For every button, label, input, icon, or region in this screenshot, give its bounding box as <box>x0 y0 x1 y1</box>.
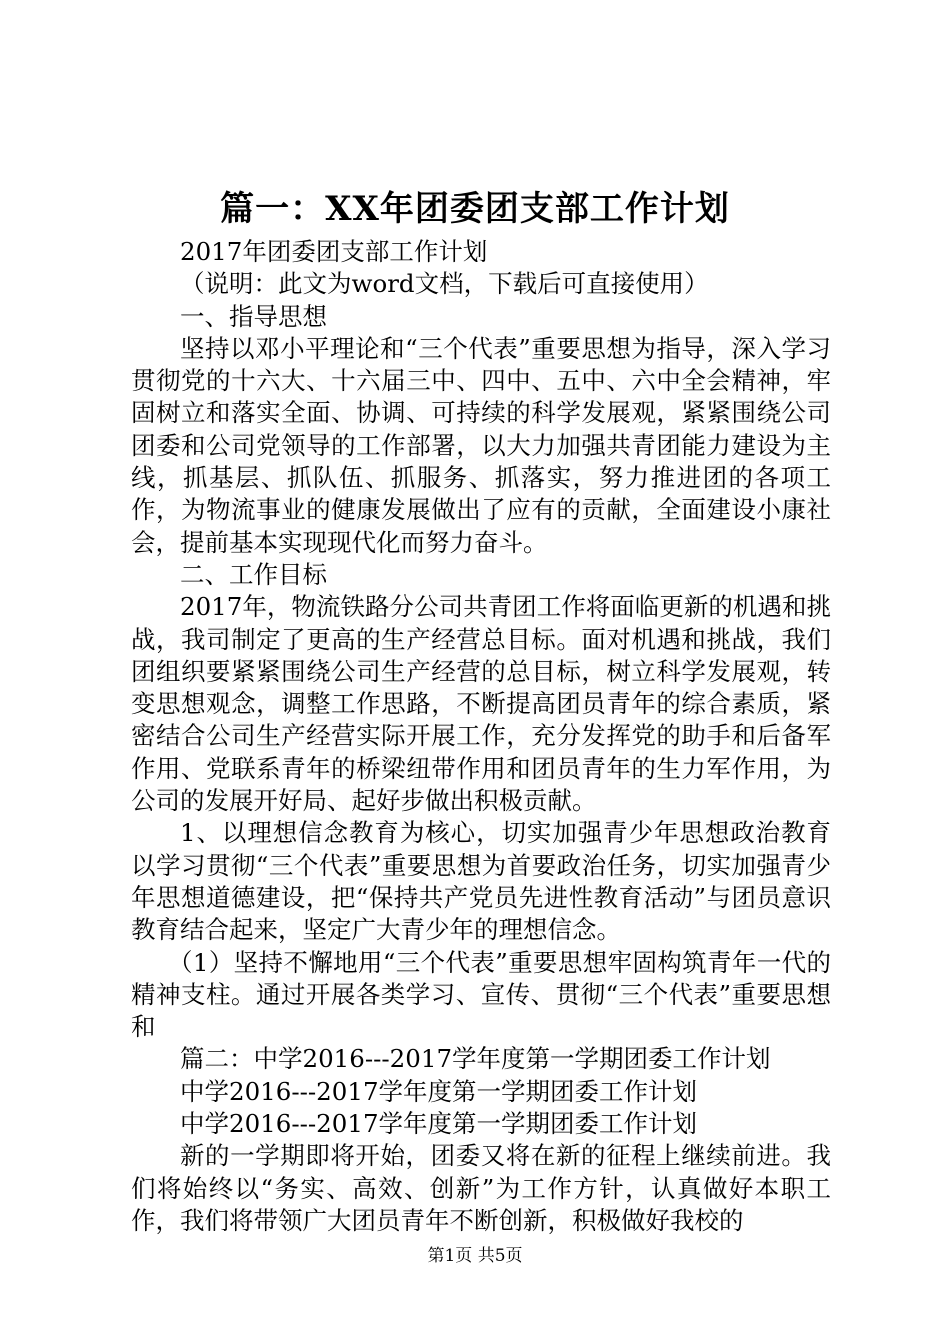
paragraph-item-1: 1、以理想信念教育为核心，切实加强青少年思想政治教育以学习贯彻“三个代表”重要思想为首要政治任务，切实加强青少年思想道德建设，把“保持共产党员先进性教育活动”与团员意识教育结合起来，坚定广大青少年的理想信念。 <box>131 818 831 945</box>
paragraph-part-two-intro: 新的一学期即将开始，团委又将在新的征程上继续前进。我们将始终以“务实、高效、创新”为工作方针，认真做好本职工作，我们将带领广大团员青年不断创新，积极做好我校的 <box>131 1141 831 1235</box>
section-heading-work-goals: 二、工作目标 <box>180 559 327 589</box>
paragraph-part-two-title-2: 中学2016---2017学年度第一学期团委工作计划 <box>180 1109 698 1139</box>
document-title: 篇一：XX年团委团支部工作计划 <box>220 189 730 229</box>
section-heading-guiding-ideology: 一、指导思想 <box>180 301 327 331</box>
page-number-footer: 第1页 共5页 <box>427 1246 523 1266</box>
paragraph-item-1-1: （1）坚持不懈地用“三个代表”重要思想牢固构筑青年一代的精神支柱。通过开展各类学习、宣传、贯彻“三个代表”重要思想和 <box>131 947 831 1042</box>
document-body <box>131 236 831 1237</box>
paragraph-subtitle: 2017年团委团支部工作计划 <box>180 237 488 266</box>
paragraph-part-two-title-1: 中学2016---2017学年度第一学期团委工作计划 <box>180 1076 698 1106</box>
section-heading-part-two: 篇二：中学2016---2017学年度第一学期团委工作计划 <box>180 1044 771 1074</box>
paragraph-note: （说明：此文为word文档，下载后可直接使用） <box>180 269 709 299</box>
paragraph-guiding-ideology: 坚持以邓小平理论和“三个代表”重要思想为指导，深入学习贯彻党的十六大、十六届三中、四中、五中、六中全会精神，牢固树立和落实全面、协调、可持续的科学发展观，紧紧围绕公司团委和公司党领导的工作部署，以大力加强共青团能力建设为主线，抓基层、抓队伍、抓服务、抓落实，努力推进团的各项工作，为物流事业的健康发展做出了应有的贡献，全面建设小康社会，提前基本实现现代化而努力奋斗。 <box>131 333 831 557</box>
paragraph-work-goals: 2017年，物流铁路分公司共青团工作将面临更新的机遇和挑战，我司制定了更高的生产经营总目标。面对机遇和挑战，我们团组织要紧紧围绕公司生产经营的总目标，树立科学发展观，转变思想观念，调整工作思路，不断提高团员青年的综合素质，紧密结合公司生产经营实际开展工作，充分发挥党的助手和后备军作用、党联系青年的桥梁纽带作用和团员青年的生力军作用，为公司的发展开好局、起好步做出积极贡献。 <box>131 592 831 816</box>
